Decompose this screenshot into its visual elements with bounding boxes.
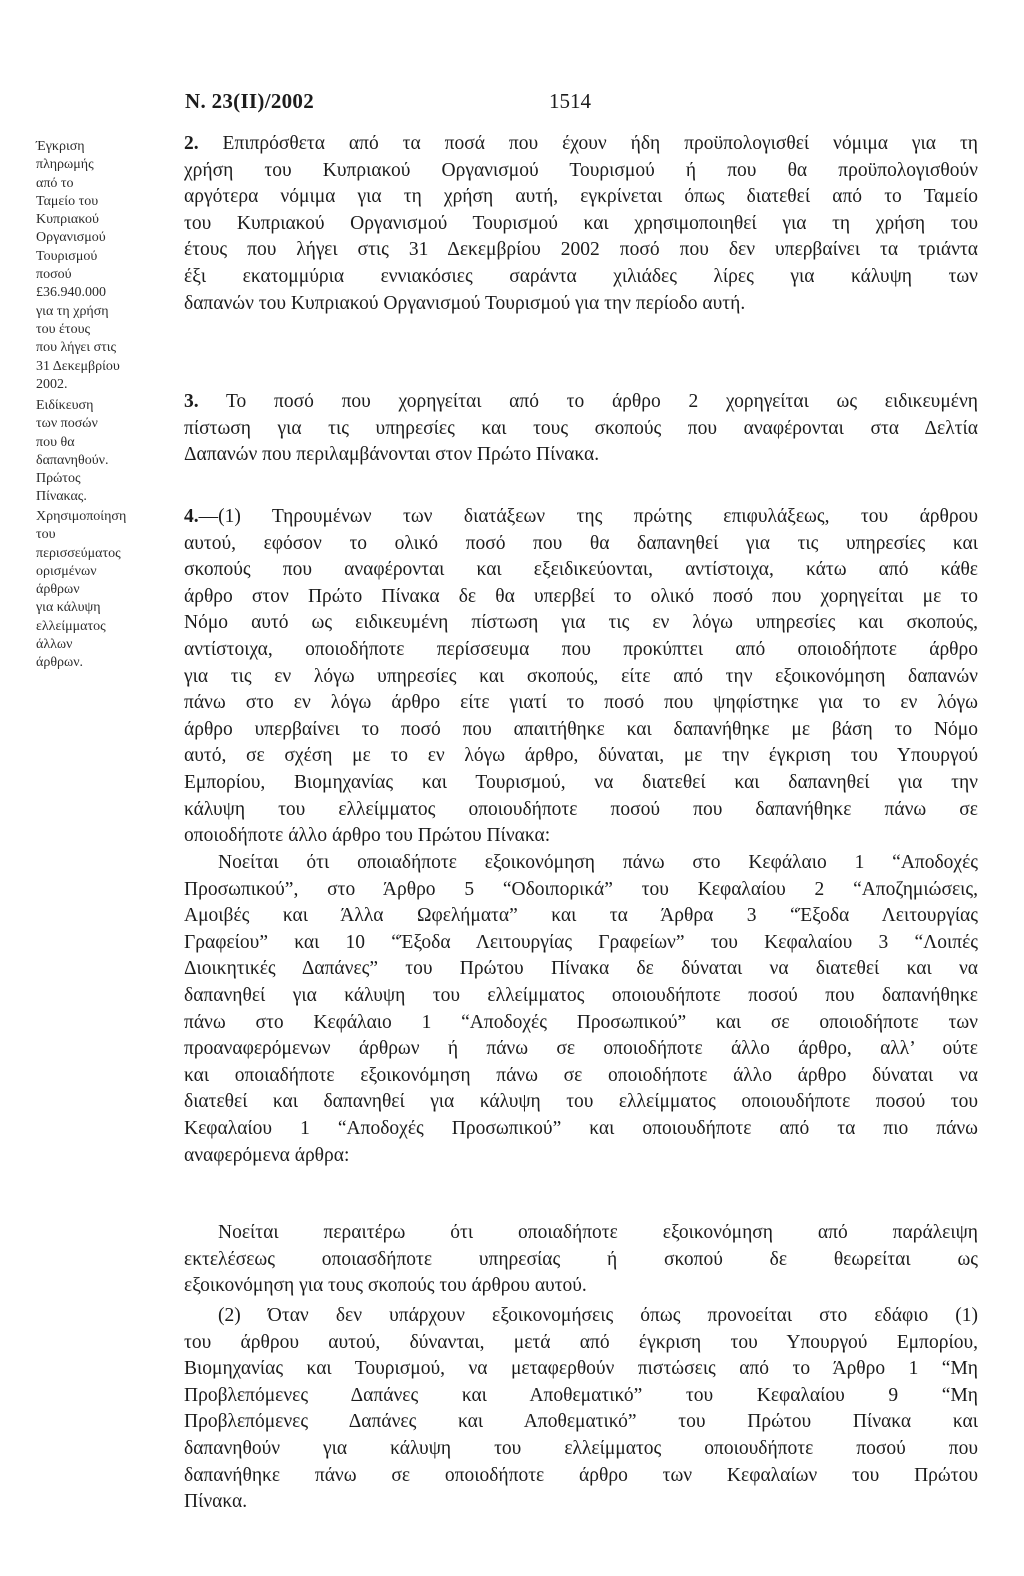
margin-note-line: δαπανηθούν. — [36, 452, 109, 468]
paragraph-line: προαναφερόμενων άρθρων ή πάνω σε οποιοδήποτε άλλο άρθρο, αλλ’ ούτε — [184, 1038, 978, 1060]
margin-note-approval — [36, 138, 161, 394]
paragraph-line: άρθρο υπερβαίνει το ποσό που απαιτήθηκε και δαπανήθηκε με βάση το Νόμο — [184, 718, 978, 740]
margin-note-line: 31 Δεκεμβρίου — [36, 358, 120, 374]
paragraph-line: πάνω στο Κεφάλαιο 1 “Αποδοχές Προσωπικού” και σε οποιοδήποτε των — [184, 1011, 978, 1033]
margin-note-line: άρθρων. — [36, 655, 84, 671]
margin-note-line: ποσού — [36, 267, 72, 283]
margin-note-line: από το — [36, 175, 74, 191]
margin-note-line: για τη χρήση — [36, 303, 109, 319]
paragraph-line: δαπανών του Κυπριακού Οργανισμού Τουρισμού για την περίοδο αυτή. — [184, 292, 746, 314]
paragraph-line: Νοείται ότι οποιαδήποτε εξοικονόμηση πάνω στο Κεφάλαιο 1 “Αποδοχές — [218, 852, 978, 873]
paragraph-line: Βιομηχανίας και Τουρισμού, να μεταφερθούν πιστώσεις από το Άρθρο 1 “Μη — [184, 1358, 978, 1380]
margin-note-line: Πίνακας. — [36, 489, 87, 505]
paragraph-line: κάλυψη του ελλείμματος οποιουδήποτε ποσού που δαπανήθηκε πάνω σε — [184, 798, 978, 820]
paragraph-line: Προβλεπόμενες Δαπάνες και Αποθεματικό” του Κεφαλαίου 9 “Μη — [184, 1384, 978, 1406]
paragraph-line: Αμοιβές και Άλλα Ωφελήματα” και τα Άρθρα 3 “Έξοδα Λειτουργίας — [184, 905, 978, 927]
paragraph-line: αυτό, σε σχέση με το εν λόγω άρθρο, δύναται, με την έγκριση του Υπουργού — [184, 745, 978, 767]
paragraph-line — [184, 389, 978, 416]
paragraph-line: σκοπούς που αναφέρονται και εξειδικεύονται, αντίστοιχα, κάτω από κάθε — [184, 559, 978, 581]
paragraph-line — [184, 504, 978, 531]
paragraph-line: άρθρο στον Πρώτο Πίνακα δε θα υπερβεί το ολικό ποσό που χορηγείται με το — [184, 585, 978, 607]
paragraph-line: Νόμο αυτό ως ειδικευμένη πίστωση για τις εν λόγω υπηρεσίες και σκοπούς, — [184, 612, 978, 634]
paragraph-line: Διοικητικές Δαπάνες” του Πρώτου Πίνακα δε δύναται να διατεθεί και να — [184, 958, 978, 980]
paragraph-line: δαπανηθεί για κάλυψη του ελλείμματος οποιουδήποτε ποσού που δαπανήθηκε — [184, 984, 978, 1006]
margin-note-line: του — [36, 527, 56, 543]
section-2 — [184, 131, 978, 317]
margin-note-line: άλλων — [36, 637, 73, 653]
margin-note-line: του έτους — [36, 321, 91, 337]
page-header — [185, 89, 785, 119]
paragraph-line: χρήση του Κυπριακού Οργανισμού Τουρισμού ή που θα προϋπολογισθούν — [184, 159, 978, 181]
margin-note-line: των ποσών — [36, 416, 98, 432]
paragraph-line: αναφερόμενα άρθρα: — [184, 1144, 350, 1166]
margin-note-line: Πρώτος — [36, 471, 81, 487]
paragraph-line: εξοικονόμηση για τους σκοπούς του άρθρου αυτού. — [184, 1275, 587, 1297]
line-text: Το ποσό που χορηγείται από το άρθρο 2 χορηγείται ως ειδικευμένη — [198, 391, 978, 412]
section-number: 4. — [184, 506, 199, 527]
paragraph-line: αυτού, εφόσον το ολικό ποσό που θα δαπανηθεί για τις υπηρεσίες και — [184, 532, 978, 554]
paragraph-line: (2) Όταν δεν υπάρχουν εξοικονομήσεις όπως προνοείται στο εδάφιο (1) — [218, 1305, 978, 1326]
paragraph-line — [184, 131, 978, 158]
line-text: —(1) Τηρουμένων των διατάξεων της πρώτης επιφυλάξεως, του άρθρου — [198, 506, 978, 527]
section-4-subsection-1 — [184, 504, 978, 850]
paragraph-line: Προσωπικού”, στο Άρθρο 5 “Οδοιπορικά” του Κεφαλαίου 2 “Αποζημιώσεις, — [184, 878, 978, 900]
paragraph-line: διατεθεί και δαπανηθεί για κάλυψη του ελλείμματος οποιουδήποτε ποσού του — [184, 1091, 978, 1113]
paragraph-line: εκτελέσεως οποιασδήποτε υπηρεσίας ή σκοπού δε θεωρείται ως — [184, 1248, 978, 1270]
margin-note-line: Χρησιμοποίηση — [36, 509, 127, 524]
law-number: Ν. 23(ΙΙ)/2002 — [185, 89, 315, 113]
paragraph-line: δαπανήθηκε πάνω σε οποιοδήποτε άρθρο των Κεφαλαίων του Πρώτου — [184, 1464, 978, 1486]
margin-note-line: 2002. — [36, 376, 68, 392]
margin-note-line: Έγκριση — [36, 139, 85, 154]
margin-note-line: Κυπριακού — [36, 212, 99, 228]
first-proviso — [184, 850, 978, 1169]
line-text: Επιπρόσθετα από τα ποσά που έχουν ήδη προϋπολογισθεί νόμιμα για τη — [198, 133, 978, 154]
paragraph-line: για τις εν λόγω υπηρεσίες και σκοπούς, είτε από την εξοικονόμηση δαπανών — [184, 665, 978, 687]
paragraph-line: και οποιαδήποτε εξοικονόμηση πάνω σε οποιοδήποτε άλλο άρθρο δύναται να — [184, 1064, 978, 1086]
paragraph-line: οποιοδήποτε άλλο άρθρο του Πρώτου Πίνακα: — [184, 825, 551, 847]
margin-note-line: που λήγει στις — [36, 340, 117, 356]
margin-note-line: Οργανισμού — [36, 230, 106, 246]
section-number: 3. — [184, 391, 199, 412]
margin-note-specification — [36, 397, 161, 507]
paragraph-line: Δαπανών που περιλαμβάνονται στον Πρώτο Πίνακα. — [184, 444, 600, 466]
margin-note-line: Τουρισμού — [36, 248, 98, 264]
paragraph-line: του Κυπριακού Οργανισμού Τουρισμού και χρησιμοποιηθεί για τη χρήση του — [184, 212, 978, 234]
paragraph-line: αργότερα νόμιμα για τη χρήση αυτή, εγκρίνεται όπως διατεθεί από το Ταμείο — [184, 186, 978, 208]
paragraph-line: Εμπορίου, Βιομηχανίας και Τουρισμού, να διατεθεί και δαπανηθεί για την — [184, 771, 978, 793]
margin-note-line: για κάλυψη — [36, 600, 101, 616]
section-4-subsection-2 — [184, 1303, 978, 1516]
margin-note-line: Ταμείο του — [36, 193, 99, 209]
section-3 — [184, 389, 978, 469]
paragraph-line: έξι εκατομμύρια εννιακόσιες σαράντα χιλιάδες λίρες για κάλυψη των — [184, 265, 978, 287]
paragraph-line: Γραφείου” και 10 “Έξοδα Λειτουργίας Γραφείων” του Κεφαλαίου 3 “Λοιπές — [184, 931, 978, 953]
section-number: 2. — [184, 133, 199, 154]
margin-note-line: άρθρων — [36, 582, 80, 598]
paragraph-line: Πίνακα. — [184, 1491, 248, 1513]
margin-note-line: ελλείμματος — [36, 618, 106, 634]
paragraph-line: του άρθρου αυτού, δύνανται, μετά από έγκριση του Υπουργού Εμπορίου, — [184, 1331, 978, 1353]
margin-note-line: περισσεύματος — [36, 545, 121, 561]
page-number: 1514 — [549, 89, 591, 113]
margin-note-line: που θα — [36, 434, 75, 450]
margin-note-surplus-use — [36, 508, 161, 673]
margin-note-line: πληρωμής — [36, 157, 94, 173]
second-proviso — [184, 1220, 978, 1300]
paragraph-line: Προβλεπόμενες Δαπάνες και Αποθεματικό” του Πρώτου Πίνακα και — [184, 1411, 978, 1433]
paragraph-line: πίστωση για τις υπηρεσίες και τους σκοπούς που αναφέρονται στα Δελτία — [184, 417, 978, 439]
margin-note-line: ορισμένων — [36, 563, 97, 579]
paragraph-line: αντίστοιχα, οποιοδήποτε περίσσευμα που προκύπτει από οποιοδήποτε άρθρο — [184, 638, 978, 660]
paragraph-line: Νοείται περαιτέρω ότι οποιαδήποτε εξοικονόμηση από παράλειψη — [218, 1222, 978, 1243]
paragraph-line: έτους που λήγει στις 31 Δεκεμβρίου 2002 ποσό που δεν υπερβαίνει τα τριάντα — [184, 239, 978, 261]
margin-note-line: £36.940.000 — [36, 285, 106, 301]
paragraph-line: δαπανηθούν για κάλυψη του ελλείμματος οποιουδήποτε ποσού που — [184, 1437, 978, 1459]
paragraph-line: Κεφαλαίου 1 “Αποδοχές Προσωπικού” και οποιουδήποτε από τα πιο πάνω — [184, 1117, 978, 1139]
paragraph-line: πάνω στο εν λόγω άρθρο είτε γιατί το ποσό που ψηφίστηκε για το εν λόγω — [184, 692, 978, 714]
margin-note-line: Ειδίκευση — [36, 398, 94, 413]
